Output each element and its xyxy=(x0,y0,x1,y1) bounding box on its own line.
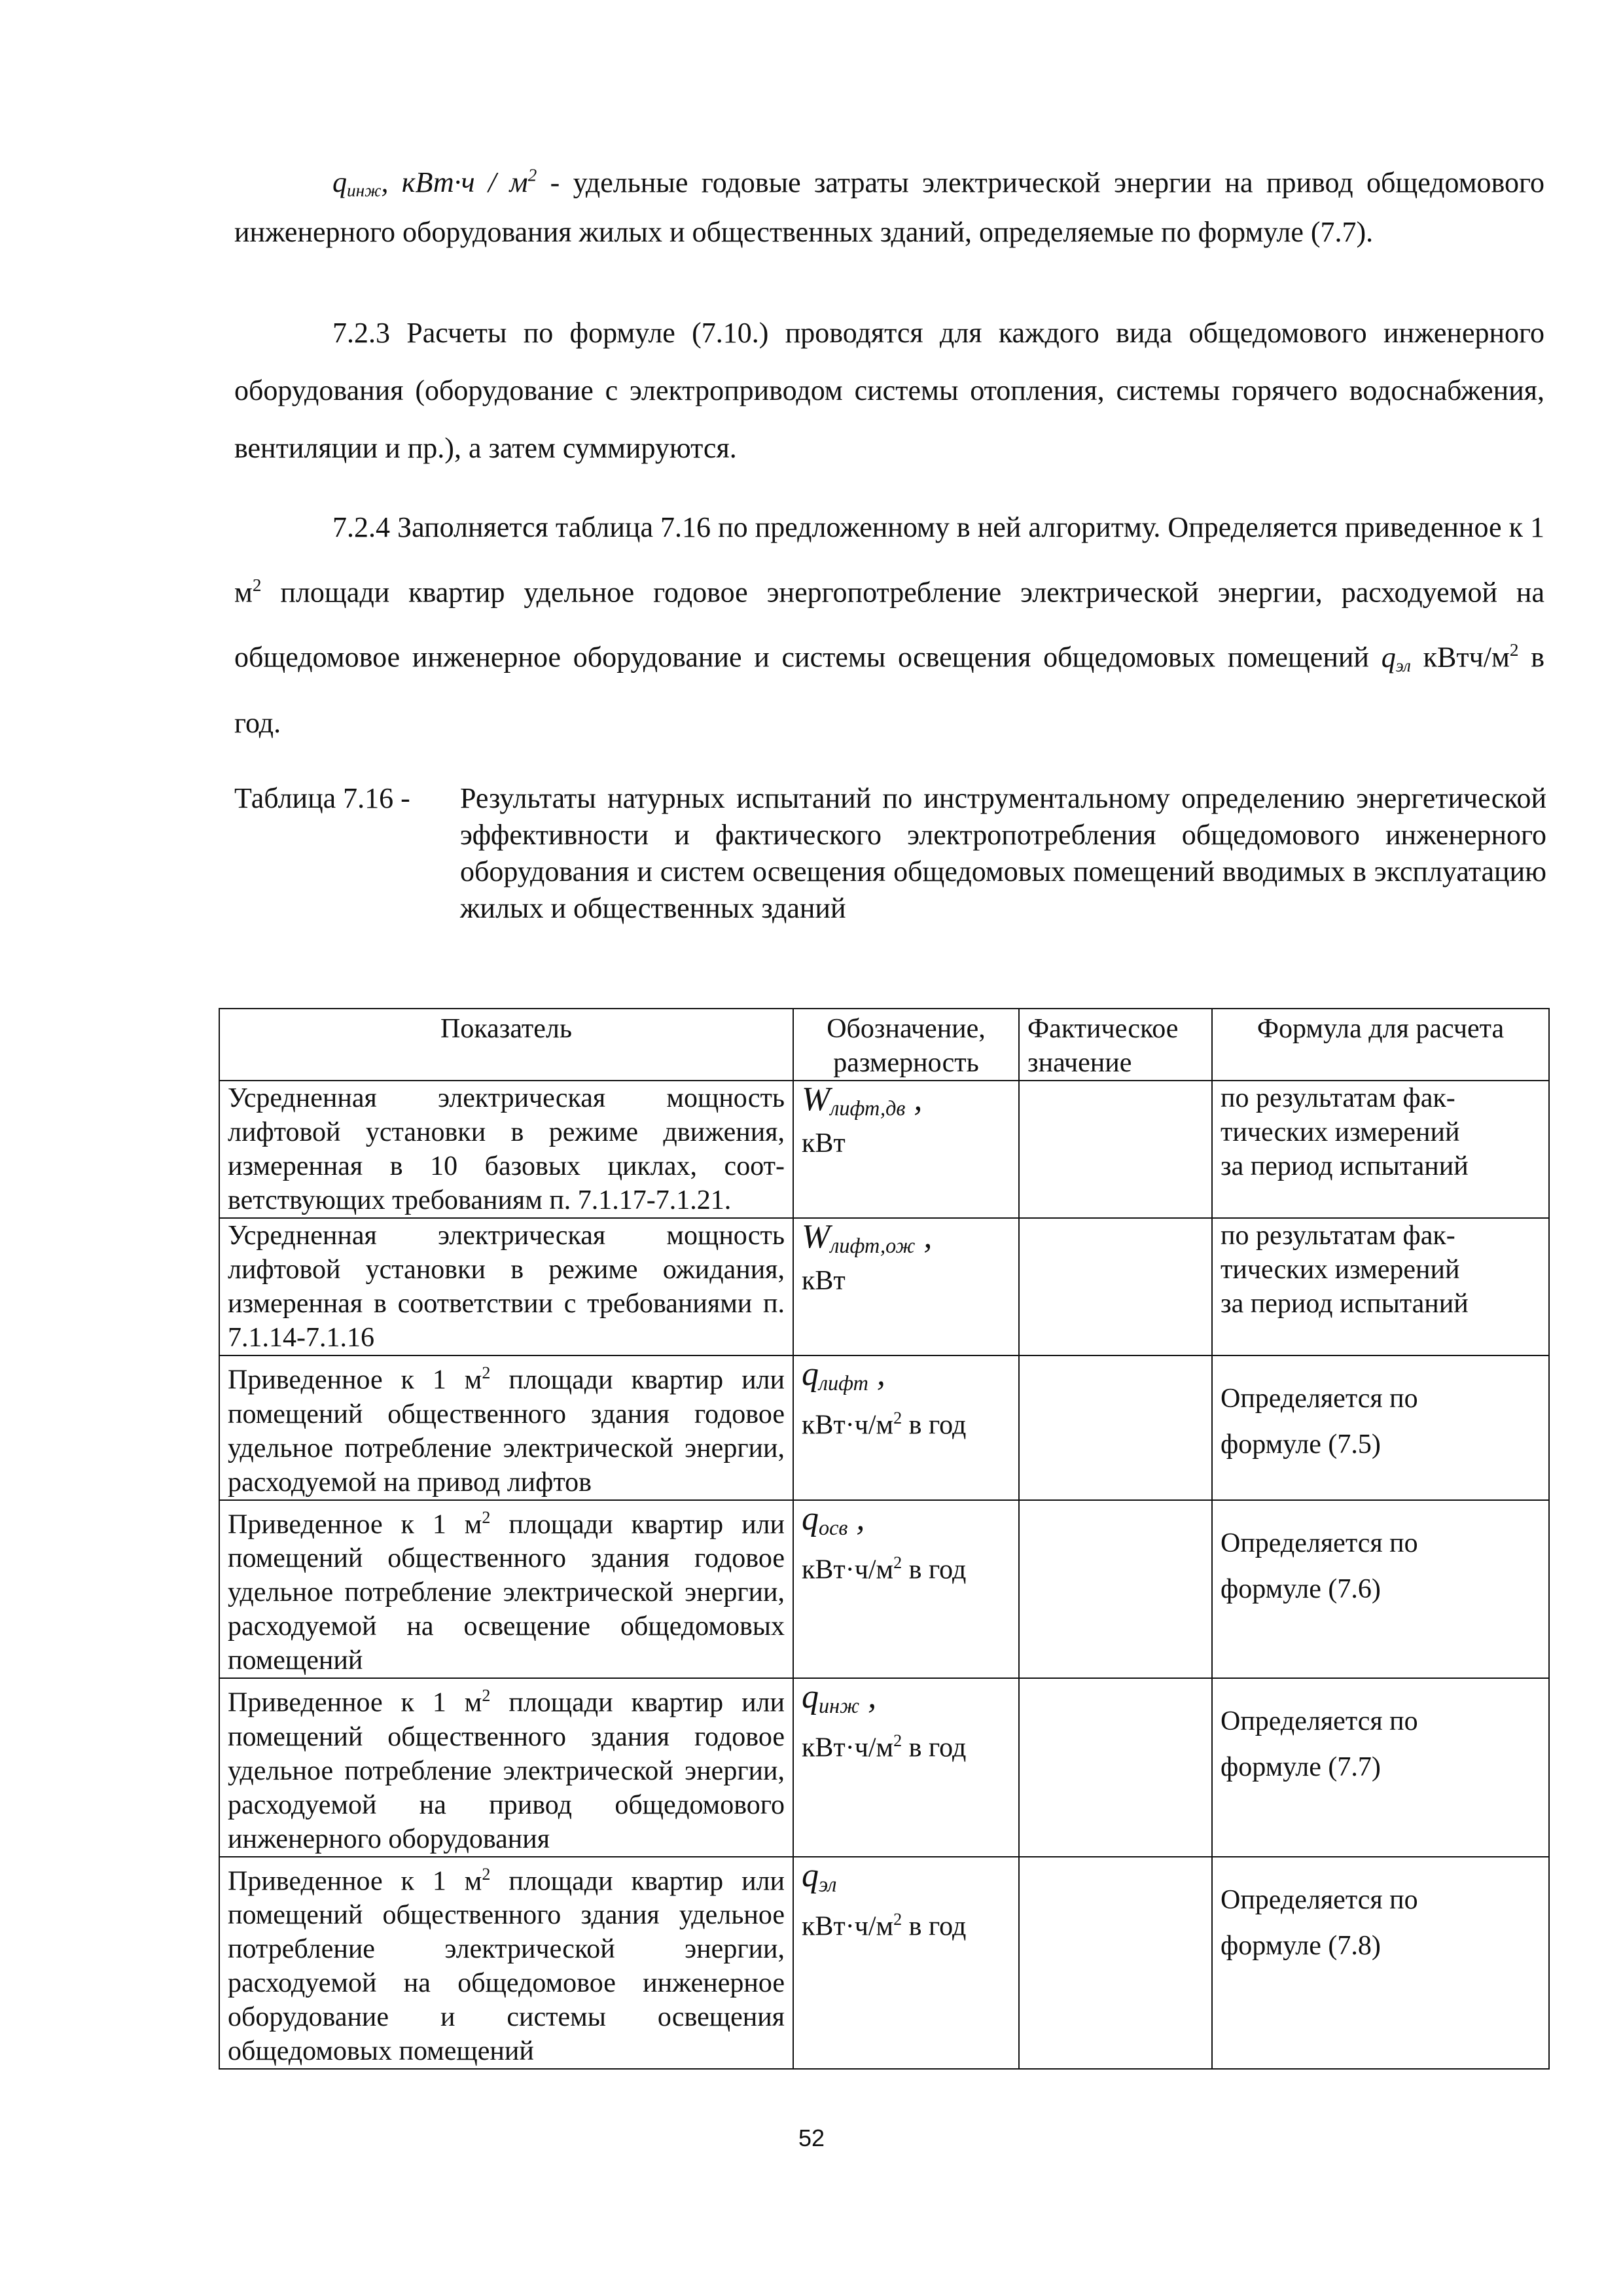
actual-value-cell xyxy=(1019,1500,1212,1679)
table-row xyxy=(219,1081,1549,1218)
formula-cell: по результатам фактических измерений за период испытаний xyxy=(1212,1081,1549,1218)
designation-cell: $q_{осв}$ , $кВт\cdot ч/м^2$ в год xyxy=(793,1500,1019,1679)
actual-value-cell xyxy=(1019,1081,1212,1218)
paragraph-7-2-4: 7.2.4 Заполняется таблица 7.16 по предложенному в ней алгоритму. Определяется приведенное к 1 $м^2$ площади квартир удельное годовое энергопотребление электрической энергии, расходуемой на общедомовое инженерное оборудование и системы освещения общедомовых помещений $q_{эл}$ кВтч/$м^2$ в год. xyxy=(234,511,1544,739)
formula-cell: Определяется по формуле (7.5) xyxy=(1212,1355,1549,1500)
header-indicator: Показатель xyxy=(219,1009,793,1081)
formula-cell: по результатам фактических измерений за период испытаний xyxy=(1212,1218,1549,1355)
q-el-symbol: $q_{эл}$ xyxy=(1381,641,1411,675)
formula-cell: Определяется по формуле (7.6) xyxy=(1212,1500,1549,1679)
table-row xyxy=(219,1857,1549,2070)
actual-value-cell xyxy=(1019,1857,1212,2070)
formula-cell: Определяется по формуле (7.8) xyxy=(1212,1857,1549,2070)
indicator-cell: Усредненная электрическая мощность лифтовой установки в режиме движения, измеренная в 10 базовых циклах, соответствующих требованиям п. 7.1.17-7.1.21. xyxy=(219,1081,793,1218)
table-row xyxy=(219,1355,1549,1500)
header-designation: Обозначение, размерность xyxy=(793,1009,1019,1081)
table-caption-label: Таблица 7.16 - xyxy=(234,782,410,814)
designation-cell: $q_{инж}$ , $кВт\cdot ч/м^2$ в год xyxy=(793,1678,1019,1857)
results-table xyxy=(219,1008,1550,2070)
q-inzh-unit: , $кВт\cdot ч / м^2$ xyxy=(381,166,537,199)
q-inzh-symbol: $q_{инж}$ xyxy=(332,166,382,201)
paragraph-7-2-3: 7.2.3 Расчеты по формуле (7.10.) проводятся для каждого вида общедомового инженерного оборудования (оборудование с электроприводом системы отопления, системы горячего водоснабжения, вентиляции и пр.), а затем суммируются. xyxy=(234,317,1544,464)
table-row xyxy=(219,1500,1549,1679)
designation-cell: $q_{эл}$ $кВт\cdot ч/м^2$ в год xyxy=(793,1857,1019,2070)
header-formula: Формула для расчета xyxy=(1212,1009,1549,1081)
actual-value-cell xyxy=(1019,1355,1212,1500)
page-number: 52 xyxy=(798,2125,825,2151)
table-caption-text: Результаты натурных испытаний по инструментальному определению энергетической эффективности и фактического электропотребления общедомового инженерного оборудования и систем освещения общедомовых помещений вводимых в эксплуатацию жилых и общественных зданий xyxy=(460,782,1546,924)
q-inzh-text: - удельные годовые затраты электрической энергии на привод общедомового инженерного оборудования жилых и общественных зданий, определяемые по формуле (7.7). xyxy=(234,166,1544,249)
formula-cell: Определяется по формуле (7.7) xyxy=(1212,1678,1549,1857)
indicator-cell: Приведенное к 1 $м^2$ площади квартир или помещений общественного здания годовое удельное потребление электрической энергии, расходуемой на привод общедомового инженерного оборудования xyxy=(219,1678,793,1857)
indicator-cell: Приведенное к 1 $м^2$ площади квартир или помещений общественного здания годовое удельное потребление электрической энергии, расходуемой на освещение общедомовых помещений xyxy=(219,1500,793,1679)
indicator-cell: Усредненная электрическая мощность лифтовой установки в режиме ожидания, измеренная в соответствии с требованиями п. 7.1.14-7.1.16 xyxy=(219,1218,793,1355)
table-header-row xyxy=(219,1009,1549,1081)
designation-cell: $W_{лифт,дв}$ , кВт xyxy=(793,1081,1019,1218)
table-row xyxy=(219,1218,1549,1355)
header-actual-value: Фактическое значение xyxy=(1019,1009,1212,1081)
actual-value-cell xyxy=(1019,1218,1212,1355)
designation-cell: $q_{лифт}$ , $кВт\cdot ч/м^2$ в год xyxy=(793,1355,1019,1500)
actual-value-cell xyxy=(1019,1678,1212,1857)
indicator-cell: Приведенное к 1 $м^2$ площади квартир или помещений общественного здания удельное потребление электрической энергии, расходуемой на общедомовое инженерное оборудование и системы освещения общедомовых помещений xyxy=(219,1857,793,2070)
designation-cell: $W_{лифт,ож}$ , кВт xyxy=(793,1218,1019,1355)
table-row xyxy=(219,1678,1549,1857)
indicator-cell: Приведенное к 1 $м^2$ площади квартир или помещений общественного здания годовое удельное потребление электрической энергии, расходуемой на привод лифтов xyxy=(219,1355,793,1500)
q-inzh-definition xyxy=(234,154,1544,253)
